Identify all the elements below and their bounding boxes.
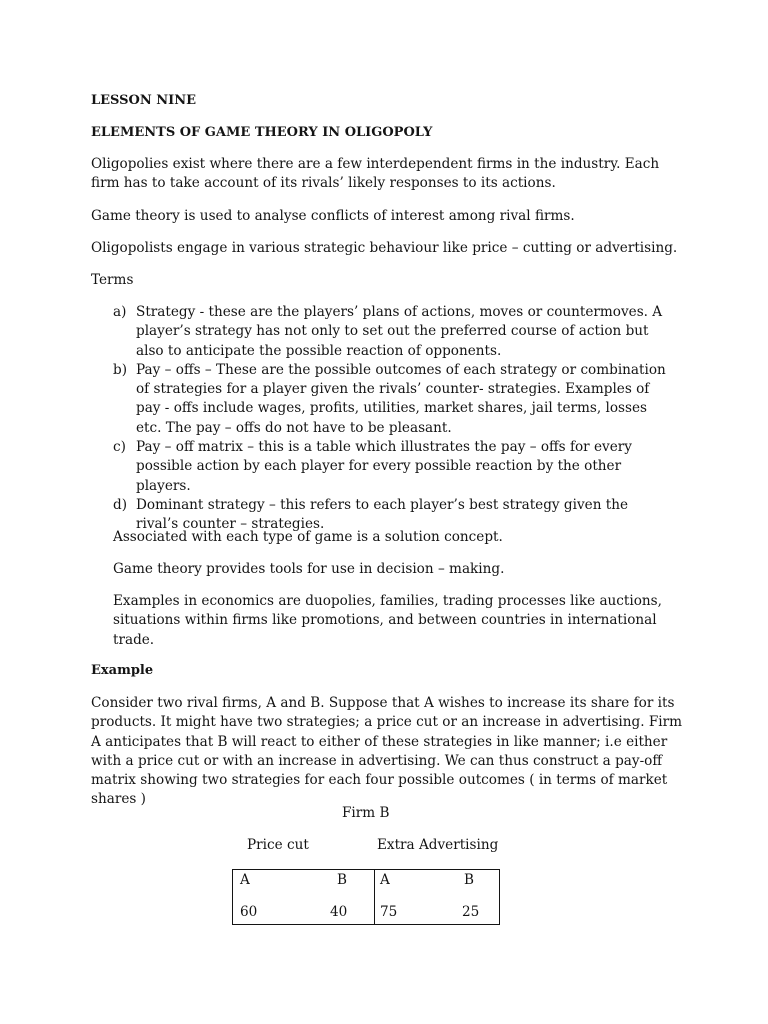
list-item-marker: a) [113,304,127,320]
matrix-subheader: A [240,872,250,888]
list-item-marker: b) [113,361,128,378]
list-item-marker: d) [113,496,128,513]
matrix-cell-price-cut [233,870,375,925]
matrix-value: 40 [330,904,348,920]
column-header-extra-advertising: Extra Advertising [377,837,499,853]
matrix-subheader: A [380,872,390,888]
list-item [113,438,673,496]
list-item-text: Pay – offs – These are the possible outcomes of each strategy or combination of strategies for a player given the rivals’ counter- strategies. Examples of pay - offs include wages, profits, utilities, market shares, jail terms, losses etc. The pay – offs do not have to be pleasant. [136,361,666,436]
matrix-cell-extra-advertising [375,870,500,925]
matrix-value: 60 [240,904,258,920]
example-heading: Example [91,663,154,678]
column-header-price-cut: Price cut [247,837,309,853]
list-item-text: Dominant strategy – this refers to each player’s best strategy given the rival’s counter – strategies. [136,496,629,533]
intro-paragraph-2: Game theory is used to analyse conflicts of interest among rival firms. [91,208,575,224]
example-paragraph: Consider two rival firms, A and B. Suppose that A wishes to increase its share for its products. It might have two strategies; a price cut or an increase in advertising. Firm A anticipates that B will react to either of these strategies in like manner; i.e either with a price cut or with an increase in advertising. We can thus construct a pay-off matrix showing two strategies for each four possible outcomes ( in terms of market shares ) [91,695,683,808]
list-item-text: Pay – off matrix – this is a table which illustrates the pay – offs for every possible action by each player for every possible reaction by the other players. [136,439,632,494]
list-item [113,303,673,361]
terms-label: Terms [91,272,134,288]
list-item-text: Strategy - these are the players’ plans of actions, moves or countermoves. A player’s strategy has not only to set out the preferred course of action but also to anticipate the possible reaction of opponents. [136,304,663,359]
intro-paragraph-3: Oligopolists engage in various strategic behaviour like price – cutting or advertising. [91,240,678,256]
firm-label: Firm B [342,805,390,821]
list-item-marker: c) [113,439,126,456]
matrix-subheader: B [464,872,474,888]
matrix-value: 75 [380,904,398,920]
matrix-value: 25 [462,904,480,920]
matrix-subheader: B [337,872,347,888]
note-paragraph-3: Examples in economics are duopolies, families, trading processes like auctions, situations within firms like promotions, and between countries in international trade. [113,593,662,648]
note-paragraph-1: Associated with each type of game is a solution concept. [113,529,503,545]
lesson-title: LESSON NINE [91,93,197,108]
table-row [233,870,500,925]
intro-paragraph-1: Oligopolies exist where there are a few interdependent firms in the industry. Each firm has to take account of its rivals’ likely responses to its actions. [91,156,660,192]
section-heading: ELEMENTS OF GAME THEORY IN OLIGOPOLY [91,125,433,140]
note-paragraph-2: Game theory provides tools for use in decision – making. [113,561,505,577]
payoff-matrix [232,869,500,925]
terms-list [113,303,673,535]
list-item [113,361,673,438]
